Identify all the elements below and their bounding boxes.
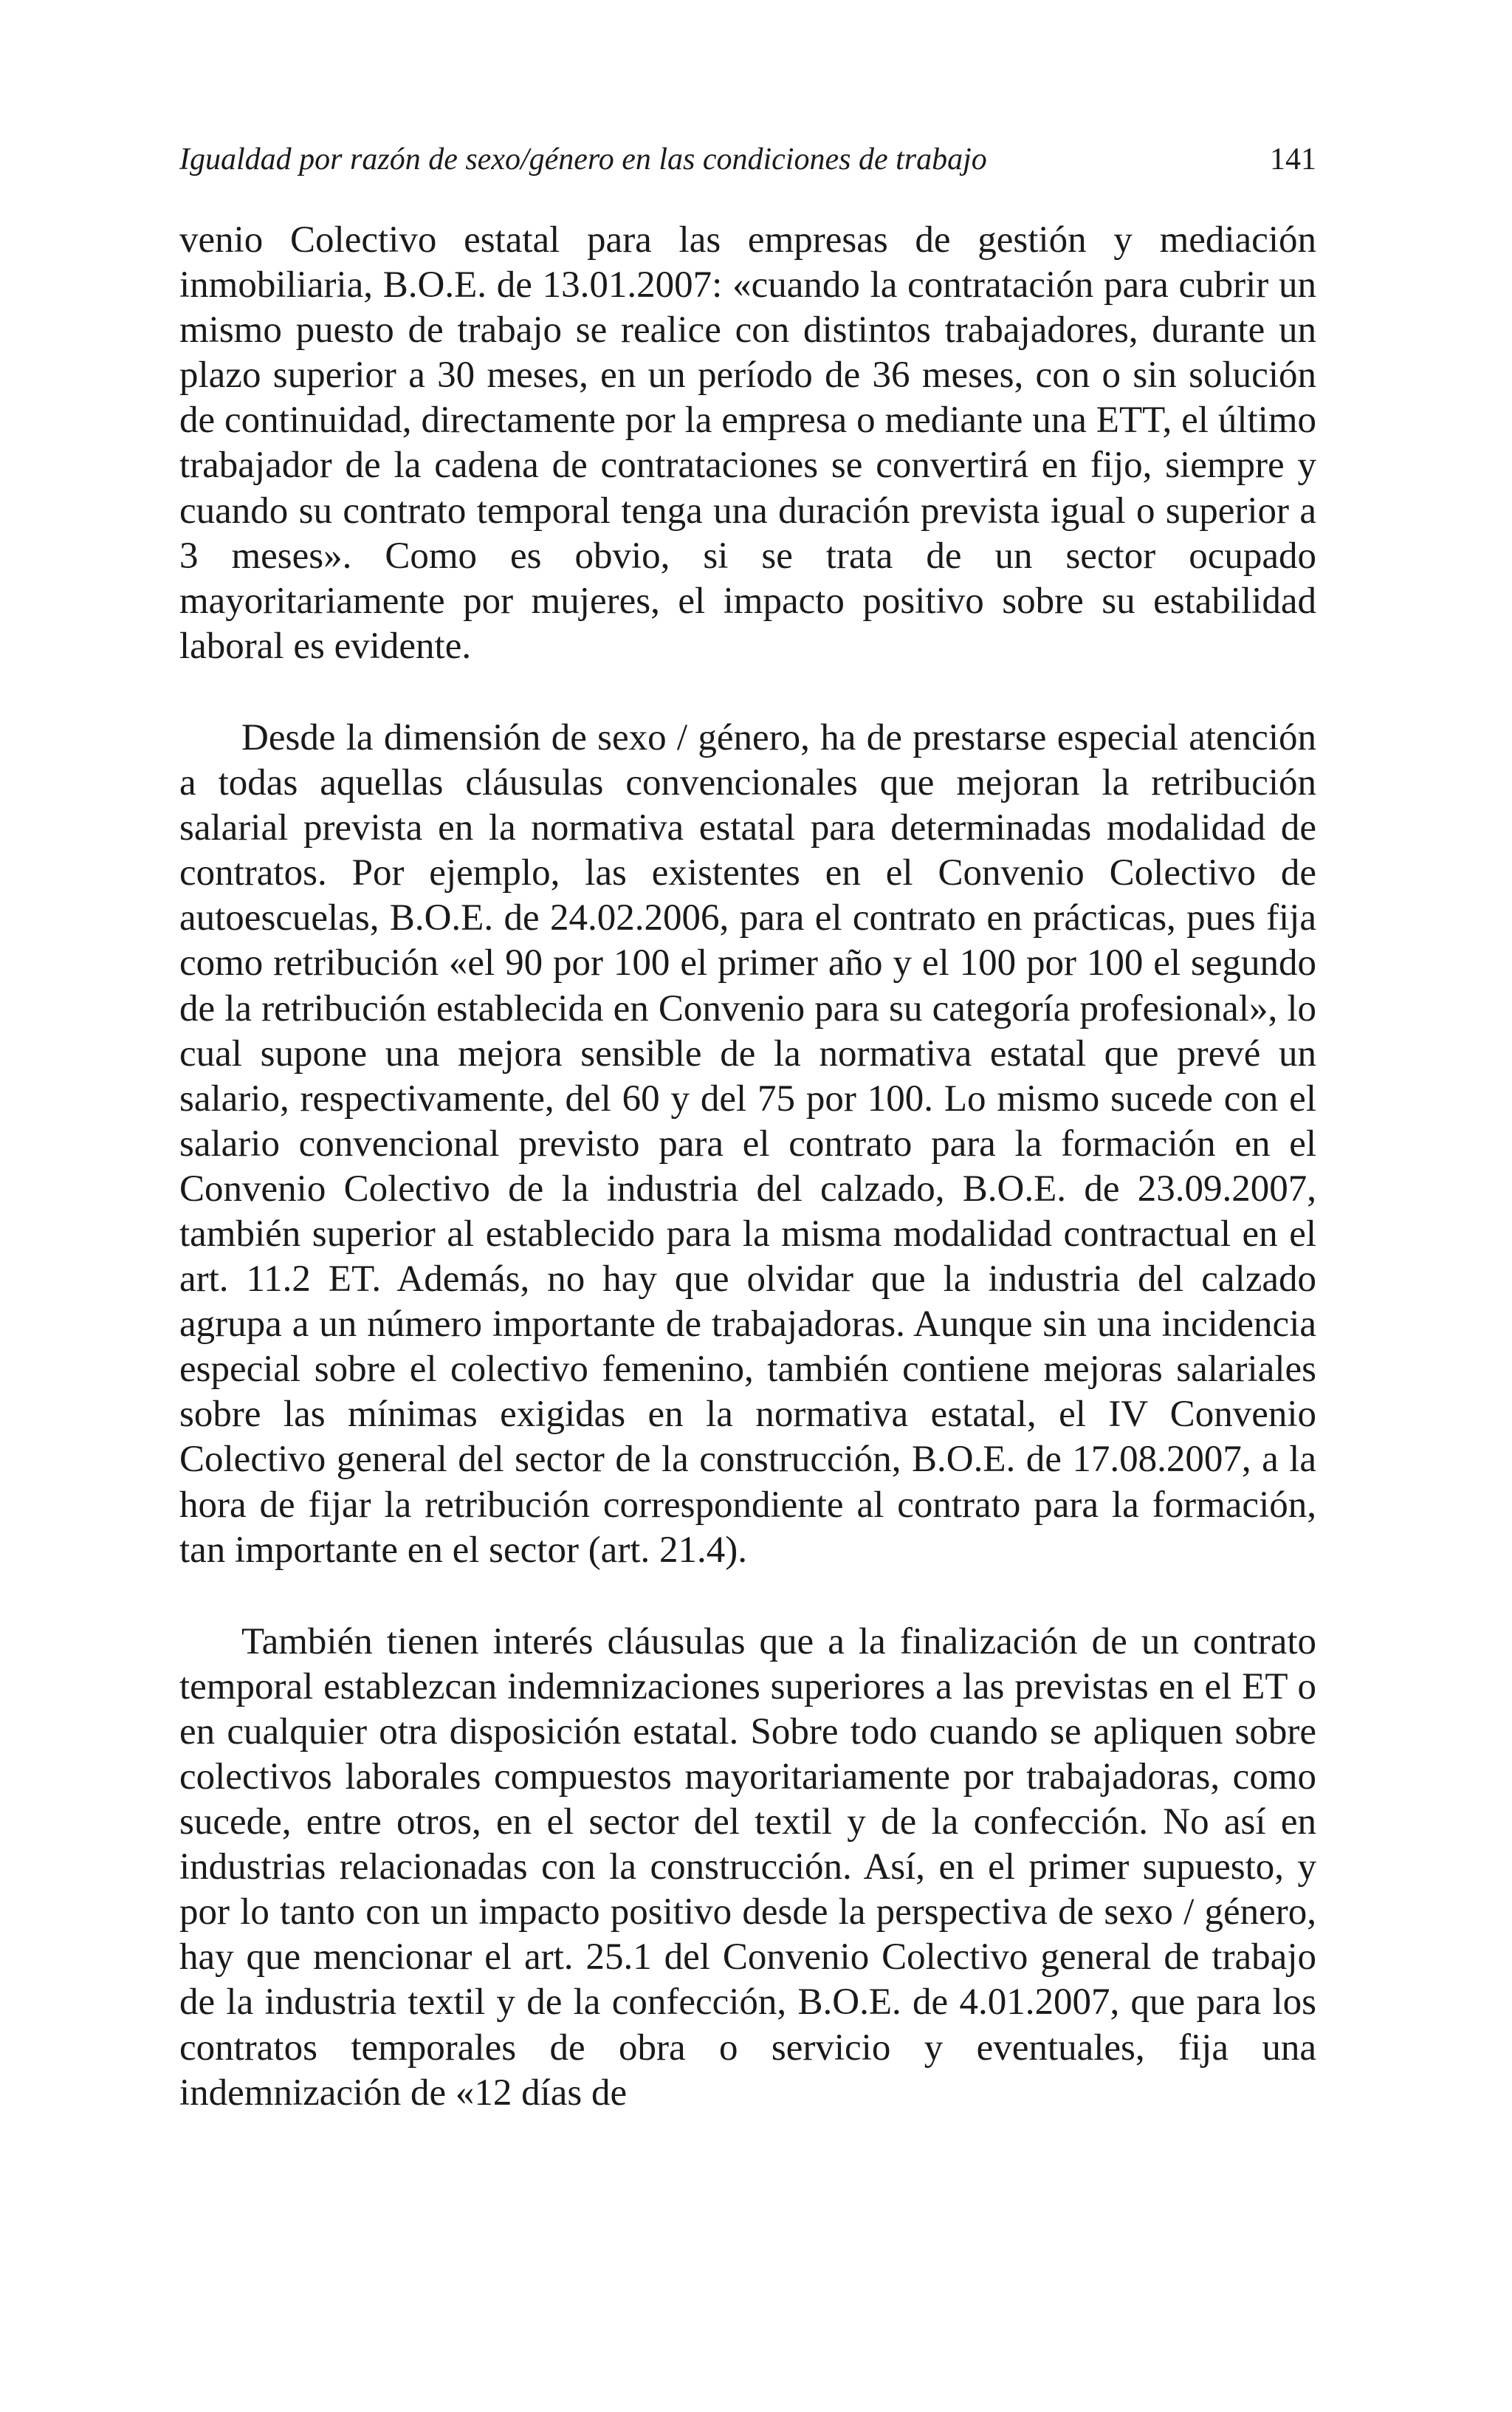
paragraph-continuation: venio Colectivo estatal para las empresas de gestión y mediación inmobiliaria, B.O.E. de 13.01.2007: «cuando la contratación para cubrir un mismo puesto de trabajo se realice con distintos trabajadores, durante un plazo superior a 30 meses, en un período de 36 meses, con o sin solución de continuidad, directamente por la empresa o mediante una ETT, el último trabajador de la cadena de contrataciones se convertirá en fijo, siempre y cuando su contrato temporal tenga una duración prevista igual o superior a 3 meses». Como es obvio, si se trata de un sector ocupado mayoritariamente por mujeres, el impacto positivo sobre su estabilidad laboral es evidente. — [179, 219, 1316, 667]
page-number: 141 — [1270, 143, 1316, 177]
paragraph: Desde la dimensión de sexo / género, ha de prestarse especial atención a todas aquellas cláusulas convencionales que mejoran la retribución salarial prevista en la normativa estatal para determinadas modalidad de contratos. Por ejemplo, las existentes en el Convenio Colectivo de autoescuelas, B.O.E. de 24.02.2006, para el contrato en prácticas, pues fija como retribución «el 90 por 100 el primer año y el 100 por 100 el segundo de la retribución establecida en Convenio para su categoría profesional», lo cual supone una mejora sensible de la normativa estatal que prevé un salario, respectivamente, del 60 y del 75 por 100. Lo mismo sucede con el salario convencional previsto para el contrato para la formación en el Convenio Colectivo de la industria del calzado, B.O.E. de 23.09.2007, también superior al establecido para la misma modalidad contractual en el art. 11.2 ET. Además, no hay que olvidar que la industria del calzado agrupa a un número importante de trabajadoras. Aunque sin una incidencia especial sobre el colectivo femenino, también contiene mejoras salariales sobre las mínimas exigidas en la normativa estatal, el IV Convenio Colectivo general del sector de la construcción, B.O.E. de 17.08.2007, a la hora de fijar la retribución correspondiente al contrato para la formación, tan importante en el sector (art. 21.4). — [179, 716, 1316, 1571]
body-text — [179, 218, 1316, 2116]
running-header — [179, 137, 1316, 182]
paragraph: También tienen interés cláusulas que a la finalización de un contrato temporal establezcan indemnizaciones superiores a las previstas en el ET o en cualquier otra disposición estatal. Sobre todo cuando se apliquen sobre colectivos laborales compuestos mayoritariamente por trabajadoras, como sucede, entre otros, en el sector del textil y de la confección. No así en industrias relacionadas con la construcción. Así, en el primer supuesto, y por lo tanto con un impacto positivo desde la perspectiva de sexo / género, hay que mencionar el art. 25.1 del Convenio Colectivo general de trabajo de la industria textil y de la confección, B.O.E. de 4.01.2007, que para los contratos temporales de obra o servicio y eventuales, fija una indemnización de «12 días de — [179, 1620, 1316, 2114]
running-title: Igualdad por razón de sexo/género en las condiciones de trabajo — [179, 143, 987, 177]
